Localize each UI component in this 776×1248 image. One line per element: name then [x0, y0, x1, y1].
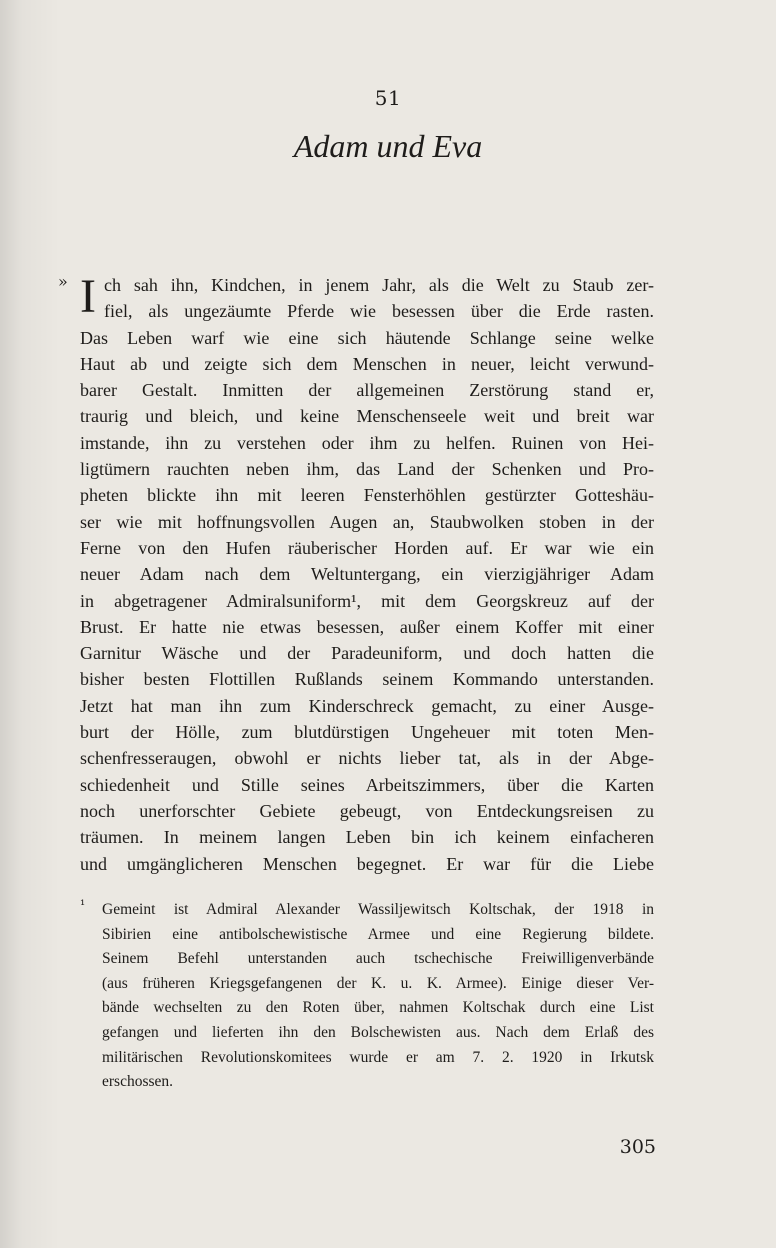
text-line: Ferne von den Hufen räuberischer Horden auf. Er war wie ein [80, 537, 654, 558]
text-line: barer Gestalt. Inmitten der allgemeinen Zerstörung stand er, [80, 380, 654, 401]
text-line: ser wie mit hoffnungsvollen Augen an, Staubwolken stoben in der [80, 511, 654, 532]
text-line: Jetzt hat man ihn zum Kinderschreck gemacht, zu einer Ausge- [80, 695, 654, 716]
footnote-marker: ¹ [80, 898, 86, 913]
text-line: und umgänglicheren Menschen begegnet. Er war für die Liebe [80, 853, 654, 874]
opening-quote-mark: » [58, 272, 68, 291]
text-line: in abgetragener Admiralsuniform¹, mit dem Georgskreuz auf der [80, 590, 654, 611]
text-line: träumen. In meinem langen Leben bin ich keinem einfacheren [80, 827, 654, 848]
footnote-line: militärischen Revolutionskomitees wurde er am 7. 2. 1920 in Irkutsk [102, 1048, 654, 1066]
text-line: ch sah ihn, Kindchen, in jenem Jahr, als die Welt zu Staub zer- [104, 275, 654, 295]
body-lines [80, 272, 654, 877]
footnote-line: Seinem Befehl unterstanden auch tschechische Freiwilligenverbände [102, 950, 654, 968]
text-line: Haut ab und zeigte sich dem Menschen in neuer, leicht verwund- [80, 353, 654, 374]
text-line: Garnitur Wäsche und der Paradeuniform, und doch hatten die [80, 643, 654, 664]
text-line: traurig und bleich, und keine Menschenseele weit und breit war [80, 406, 654, 427]
text-line: Brust. Er hatte nie etwas besessen, außer einem Koffer mit einer [80, 616, 654, 637]
chapter-number: 51 [374, 86, 402, 110]
footnote-line: Sibirien eine antibolschewistische Armee und eine Regierung bildete. [102, 925, 654, 943]
footnote [80, 898, 654, 1095]
text-line: bisher besten Flottillen Rußlands seinem Kommando unterstanden. [80, 669, 654, 690]
text-line: ligtümern rauchten neben ihm, das Land der Schenken und Pro- [80, 459, 654, 480]
page-number: 305 [619, 1136, 656, 1158]
text-line: burt der Hölle, zum blutdürstigen Ungeheuer mit toten Men- [80, 722, 654, 743]
footnote-line: bände wechselten zu den Roten über, nahmen Koltschak durch eine List [102, 999, 654, 1017]
footnote-lines [80, 898, 654, 1095]
body-text [58, 270, 654, 877]
footnote-line: (aus früheren Kriegsgefangenen der K. u. K. Armee). Einige dieser Ver- [102, 974, 654, 992]
footnote-line: gefangen und lieferten ihn den Bolschewisten aus. Nach dem Erlaß des [102, 1023, 654, 1041]
text-line: neuer Adam nach dem Weltuntergang, ein vierzigjähriger Adam [80, 564, 654, 585]
text-line: noch unerforschter Gebiete gebeugt, von Entdeckungsreisen zu [80, 800, 654, 821]
footnote-line: Gemeint ist Admiral Alexander Wassiljewitsch Koltschak, der 1918 in [102, 901, 654, 918]
drop-cap: I [80, 270, 96, 323]
text-line: pheten blickte ihn mit leeren Fensterhöhlen gestürzter Gotteshäu- [80, 485, 654, 506]
footnote-line: erschossen. [102, 1073, 174, 1091]
text-line: Das Leben warf wie eine sich häutende Schlange seine welke [80, 327, 654, 348]
text-line: fiel, als ungezäumte Pferde wie besessen über die Erde rasten. [104, 301, 654, 322]
text-line: schenfresseraugen, obwohl er nichts lieber tat, als in der Abge- [80, 748, 654, 769]
text-line: schiedenheit und Stille seines Arbeitszimmers, über die Karten [80, 774, 654, 795]
chapter-title: Adam und Eva [293, 128, 483, 164]
text-line: imstande, ihn zu verstehen oder ihm zu helfen. Ruinen von Hei- [80, 432, 654, 453]
